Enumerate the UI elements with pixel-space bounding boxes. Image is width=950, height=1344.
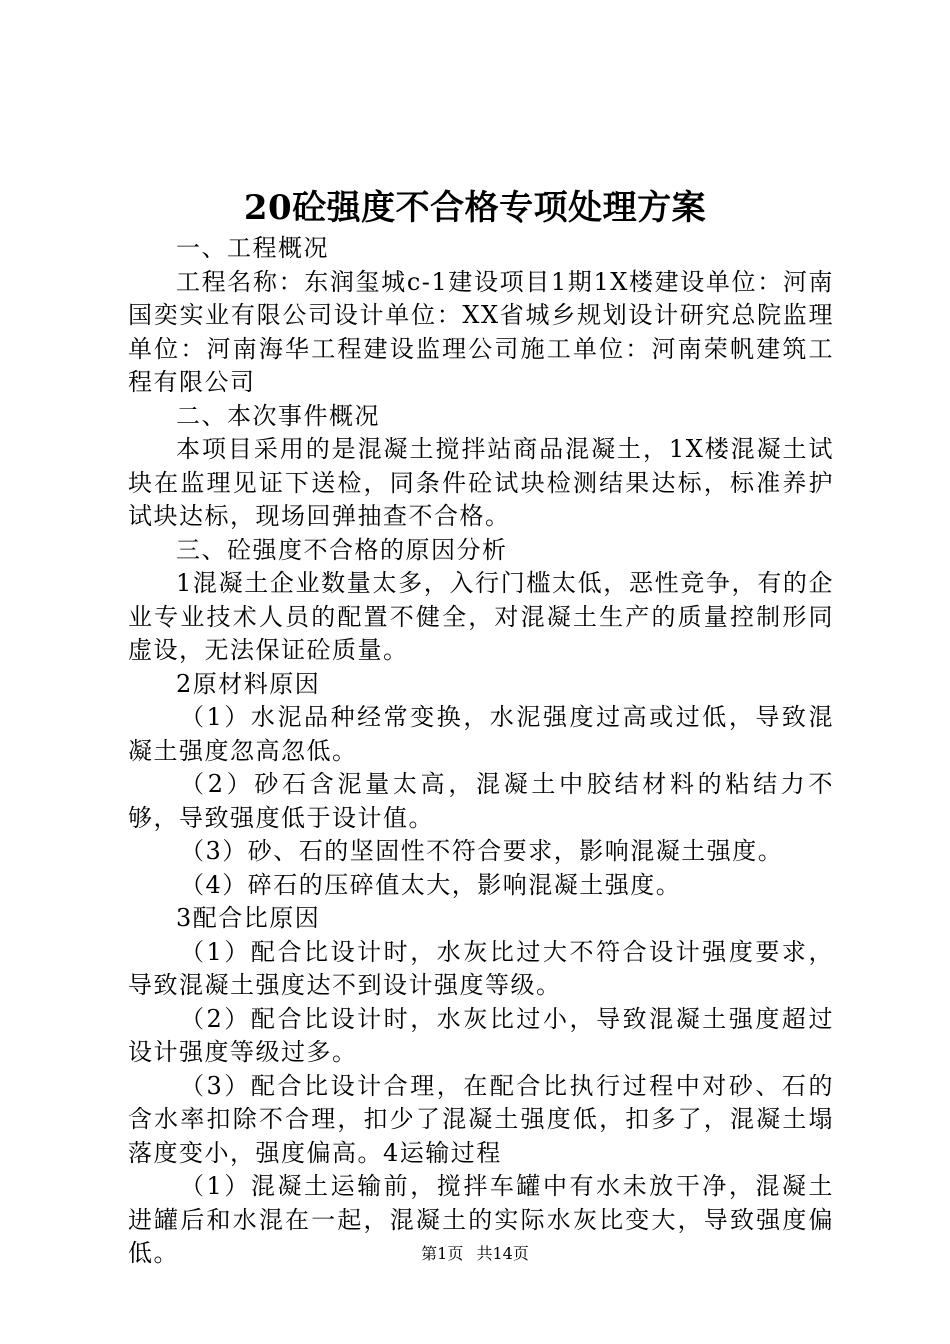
section-heading: 三、砼强度不合格的原因分析 [176,535,508,564]
document-title: 20砼强度不合格专项处理方案 [243,188,707,228]
paragraph: （1）配合比设计时，水灰比过大不符合设计强度要求，导致混凝土强度达不到设计强度等级。 [128,937,834,999]
page-footer [0,1242,950,1266]
paragraph: （4）碎石的压碎值太大，影响混凝土强度。 [180,870,682,899]
section-heading: 二、本次事件概况 [176,401,380,430]
subsection-heading: 3配合比原因 [176,904,321,932]
subsection-heading: 2原材料原因 [176,669,321,698]
page-number-current: 第1页 [421,1244,464,1263]
paragraph: 本项目采用的是混凝土搅拌站商品混凝土，1X楼混凝土试块在监理见证下送检，同条件砼试块检测结果达标，标准养护试块达标，现场回弹抽查不合格。 [128,435,834,530]
paragraph: 工程名称：东润玺城c-1建设项目1期1X楼建设单位：河南国奕实业有限公司设计单位：XX省城乡规划设计研究总院监理单位：河南海华工程建设监理公司施工单位：河南荣帆建筑工程有限公司 [128,267,834,396]
section-heading: 一、工程概况 [176,234,329,262]
paragraph: （3）配合比设计合理，在配合比执行过程中对砂、石的含水率扣除不合理，扣少了混凝土强度低，扣多了，混凝土塌落度变小，强度偏高。4运输过程 [128,1071,834,1167]
paragraph: （2）配合比设计时，水灰比过小，导致混凝土强度超过设计强度等级过多。 [128,1004,834,1066]
document-body [128,232,834,1271]
paragraph: （3）砂、石的坚固性不符合要求，影响混凝土强度。 [180,837,784,865]
paragraph: （1）混凝土运输前，搅拌车罐中有水未放干净，混凝土进罐后和水混在一起，混凝土的实际水灰比变大，导致强度偏低。 [128,1172,834,1267]
paragraph: 1混凝土企业数量太多，入行门槛太低，恶性竞争，有的企业专业技术人员的配置不健全，对混凝土生产的质量控制形同虚设，无法保证砼质量。 [128,569,834,664]
paragraph: （2）砂石含泥量太高，混凝土中胶结材料的粘结力不够，导致强度低于设计值。 [128,770,834,832]
page-number-total: 共14页 [476,1244,529,1263]
paragraph: （1）水泥品种经常变换，水泥强度过高或过低，导致混凝土强度忽高忽低。 [128,703,834,765]
